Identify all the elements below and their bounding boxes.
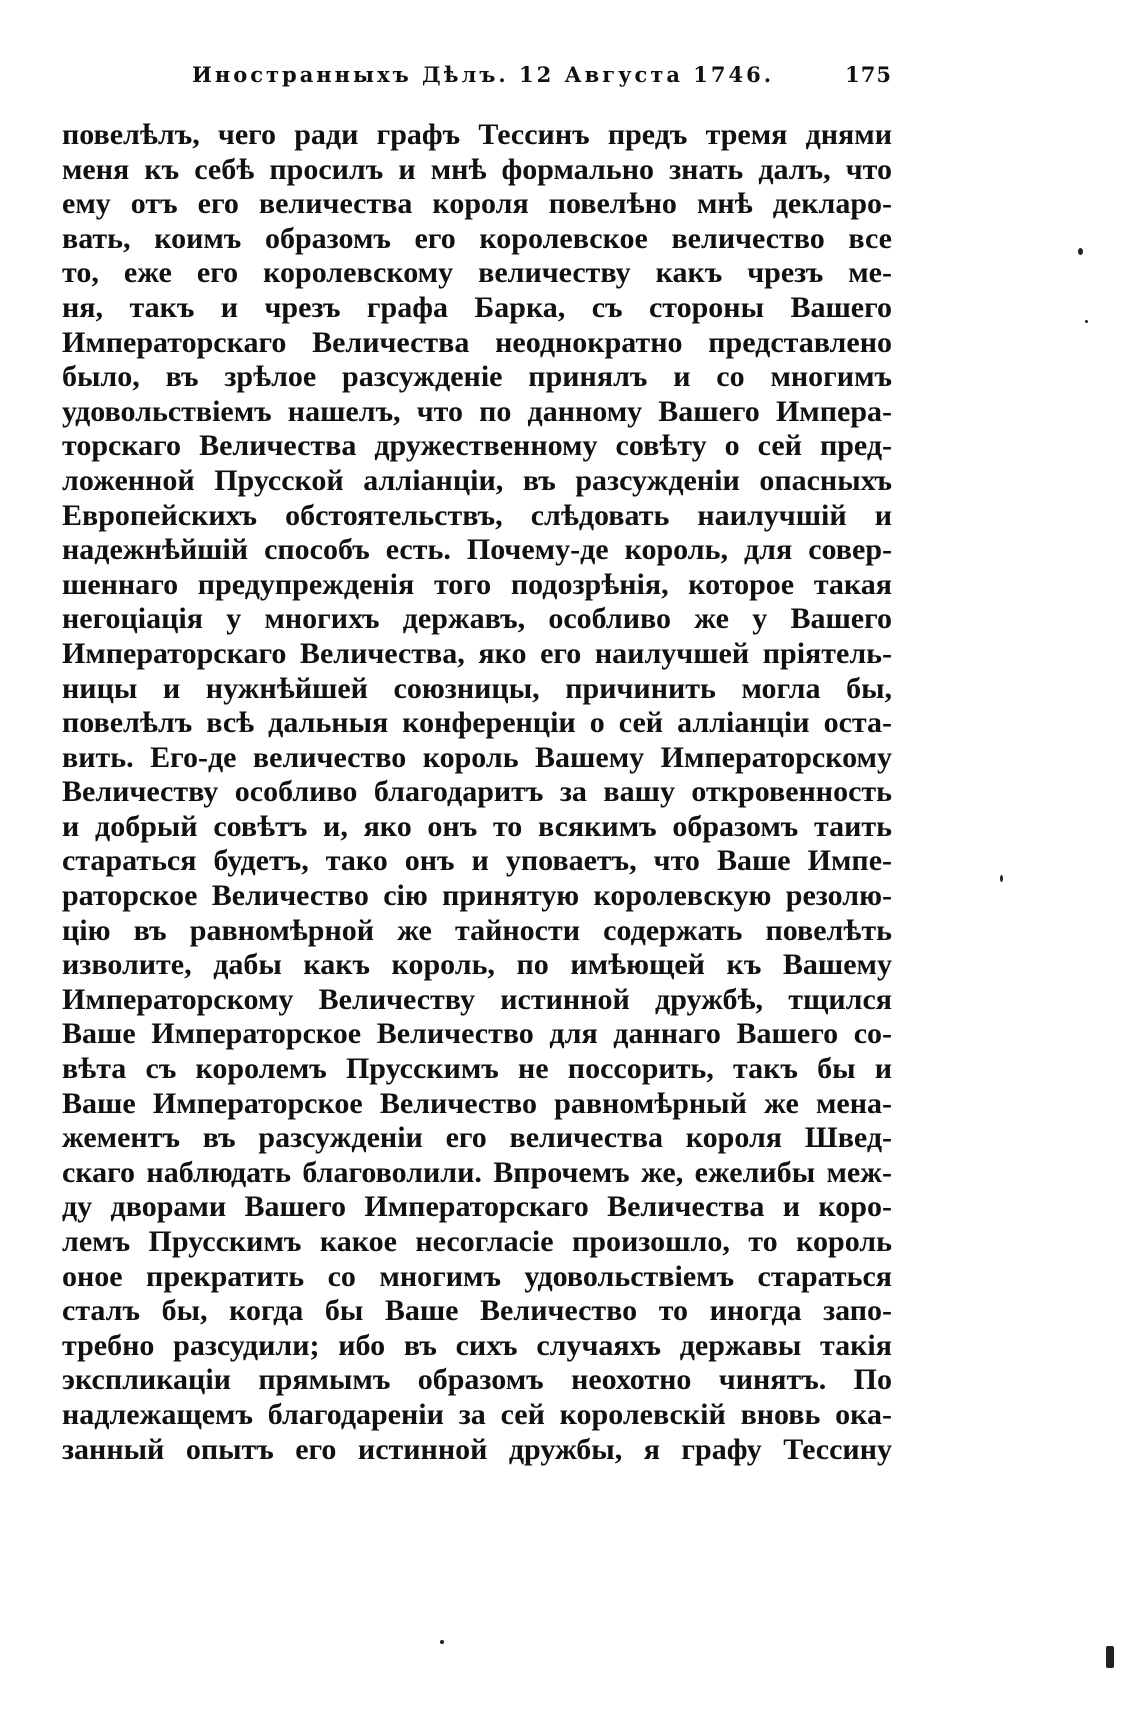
body-text [62,118,892,1467]
text-line: Ваше Императорское Величество для даннаго Вашего со- [62,1017,892,1051]
text-line: негоціація у многихъ державъ, особливо же у Вашего [62,602,892,636]
text-line: стараться будетъ, тако онъ и уповаетъ, что Ваше Импе- [62,844,892,878]
text-line: шеннаго предупрежденія того подозрѣнія, которое такая [62,567,892,601]
text-line: жементъ въ разсужденіи его величества короля Швед- [62,1121,892,1155]
running-head [62,62,892,96]
text-line: Императорскому Величеству истинной дружбѣ, тщился [62,982,892,1016]
text-line: скаго наблюдать благоволили. Впрочемъ же, ежелибы меж- [62,1155,892,1189]
running-title: Иностранныхъ Дѣлъ. 12 Августа 1746. [192,62,775,87]
text-line: ложенной Прусской алліанціи, въ разсужденіи опасныхъ [62,463,892,497]
text-line: и добрый совѣтъ и, яко онъ то всякимъ образомъ таить [62,809,892,843]
text-line: Европейскихъ обстоятельствъ, слѣдовать наилучшій и [62,498,892,532]
text-line: было, въ зрѣлое разсужденіе принялъ и со многимъ [62,360,892,394]
text-line: Величеству особливо благодаритъ за вашу откровенность [62,775,892,809]
text-line: то, еже его королевскому величеству какъ чрезъ ме- [62,256,892,290]
text-line: торскаго Величества дружественному совѣту о сей пред- [62,429,892,463]
text-line: ду дворами Вашего Императорскаго Величества и коро- [62,1190,892,1224]
scan-speck [440,1640,444,1644]
text-line: лемъ Прусскимъ какое несогласіе произошло, то король [62,1225,892,1258]
text-line: удовольствіемъ нашелъ, что по данному Вашего Импера- [62,394,892,428]
text-line: повелѣлъ, чего ради графъ Тессинъ предъ тремя днями [62,118,892,151]
text-line: вѣта съ королемъ Прусскимъ не поссорить, такъ бы и [62,1052,892,1086]
text-line: Императорскаго Величества, яко его наилучшей пріятель- [62,636,892,670]
text-line: сталъ бы, когда бы Ваше Величество то иногда запо- [62,1294,892,1328]
scan-speck [1000,875,1003,882]
text-line: занный опытъ его истинной дружбы, я графу Тессину [62,1432,892,1466]
text-line: ницы и нужнѣйшей союзницы, причинить могла бы, [62,671,892,705]
text-line: Императорскаго Величества неоднократно представлено [62,325,892,359]
scan-speck [1078,248,1083,255]
text-line: ему отъ его величества короля повелѣно мнѣ деклaро- [62,187,892,221]
text-line: надежнѣйшій способъ есть. Почему-де король, для совер- [62,533,892,567]
scan-speck [1085,320,1088,323]
text-line: ня, такъ и чрезъ графа Барка, съ стороны Вашего [62,290,892,324]
text-line: вать, коимъ образомъ его королевское величество все [62,221,892,255]
text-line: раторское Величество сію принятую королевскую резолю- [62,879,892,913]
text-line: надлежащемъ благодареніи за сей королевскій вновь ока- [62,1397,892,1431]
text-line: меня къ себѣ просилъ и мнѣ формально знать далъ, что [62,152,892,186]
text-line: повелѣлъ всѣ дальныя конференціи о сей алліанціи оста- [62,706,892,740]
text-line: цію въ равномѣрной же тайности содержать повелѣть [62,913,892,947]
text-line: требно разсудили; ибо въ сихъ случаяхъ державы такія [62,1328,892,1362]
text-line: изволите, дабы какъ король, по имѣющей къ Вашему [62,948,892,982]
text-line: оное прекратить со многимъ удовольствіемъ стараться [62,1259,892,1293]
text-line: экспликаціи прямымъ образомъ неохотно чинятъ. По [62,1363,892,1397]
text-line: вить. Его-де величество король Вашему Императорскому [62,740,892,774]
text-line: Ваше Императорское Величество равномѣрный же мена- [62,1086,892,1120]
scan-speck [1106,1646,1114,1668]
page-number: 175 [845,62,892,87]
